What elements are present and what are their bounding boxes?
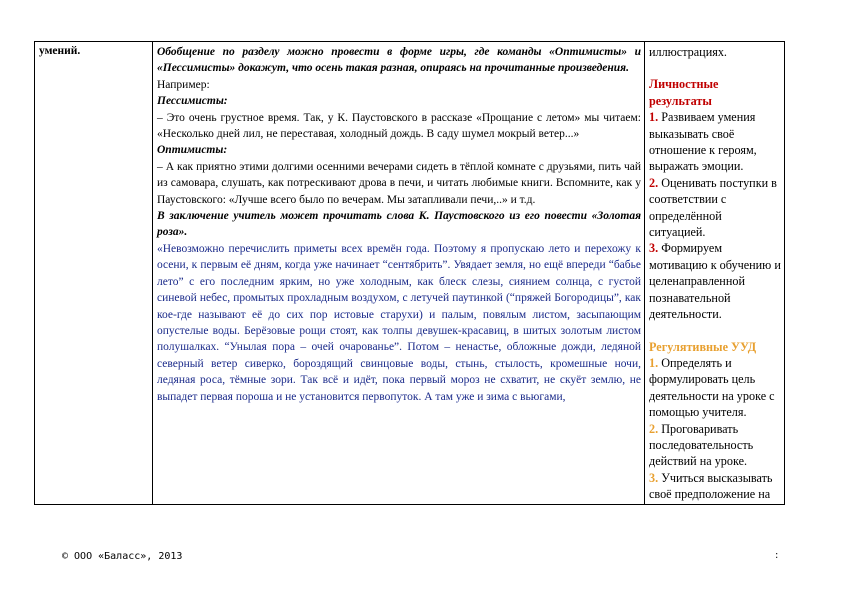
table-col-results: [645, 42, 784, 504]
regulatory-title: Регулятивные УУД: [649, 339, 757, 354]
pessimists-text: – Это очень грустное время. Так, у К. Паустовского в рассказе «Прощание с летом» мы читаем: «Несколько дней лил, не переставая, холодный дождь. В саду шумел мокрый ветер...»: [157, 111, 641, 141]
footer-colon: :: [775, 550, 779, 561]
personal-item: 3. Формируем мотивацию к обучению и целенаправленной познавательной деятельности.: [649, 241, 781, 322]
intro-text: Обобщение по разделу можно провести в форме игры, где команды «Оптимисты» и «Пессимисты» докажут, что осень такая разная, опираясь на прочитанные произведения.: [157, 46, 641, 75]
regulatory-item: 1. Определять и формулировать цель деятельности на уроке с помощью учителя.: [649, 355, 775, 420]
regulatory-item: 3. Учиться высказывать своё предположение на: [649, 470, 773, 502]
optimists-text: – А как приятно этими долгими осенними вечерами сидеть в тёплой комнате с друзьями, пить чай из самовара, слушать, как потрескивают дрова в печи, и читать любимые книги. Вспомните, как у Паустовского: «Лучше всего было по вечерам. Мы затапливали печи,..» и т.д.: [157, 160, 641, 206]
table-col-content: [153, 42, 645, 504]
table-col-left: [35, 42, 153, 504]
personal-item: 1. Развиваем умения выказывать своё отношение к героям, выражать эмоции.: [649, 110, 757, 174]
optimists-title: Оптимисты:: [157, 144, 228, 157]
conclusion-text: В заключение учитель может прочитать слова К. Паустовского из его повести «Золотая роза».: [157, 210, 641, 239]
personal-results-title: Личностные результаты: [649, 77, 719, 108]
example-label: Например:: [157, 78, 210, 91]
lesson-table: [34, 41, 785, 505]
paustovsky-quote: «Невозможно перечислить приметы всех времён года. Поэтому я пропускаю лето и перехожу к осени, к первым её дням, когда уже начинает “сентябрить”. Увядает земля, но ещё впереди “бабье лето” с его последним ярким, но уже холодным, как блеск слезы, сиянием солнца, с густой синевой небес, промытых прохладным воздухом, с летучей паутинкой (“пряжей Богородицы”, как кое-где называют её до сих пор истовые старухи) и палым, повялым листом, засыпающим опустелые воды. Берёзовые рощи стоят, как толпы девушек-красавиц, в шитых золотым листом полушалках. “Унылая пора – очей очарованье”. Потом – ненастье, обложные дожди, ледяной северный ветер сиверко, бороздящий свинцовые воды, стынь, стылость, кромешные ночи, ледяная роса, тёмные зори. Так всё и идёт, пока первый мороз не схватит, не скуёт землю, не выпадет первая пороша и не установится первопуток. А там уже и зима с вьюгами,: [157, 242, 641, 403]
personal-item: 2. Оценивать поступки в соответствии с определённой ситуацией.: [649, 175, 777, 240]
row-label: умений.: [39, 45, 81, 57]
footer-copyright: © ООО «Баласс», 2013: [62, 551, 183, 562]
pessimists-title: Пессимисты:: [157, 95, 228, 108]
regulatory-item: 2. Проговаривать последовательность действий на уроке.: [649, 421, 754, 469]
top-text: иллюстрациях.: [649, 45, 727, 59]
